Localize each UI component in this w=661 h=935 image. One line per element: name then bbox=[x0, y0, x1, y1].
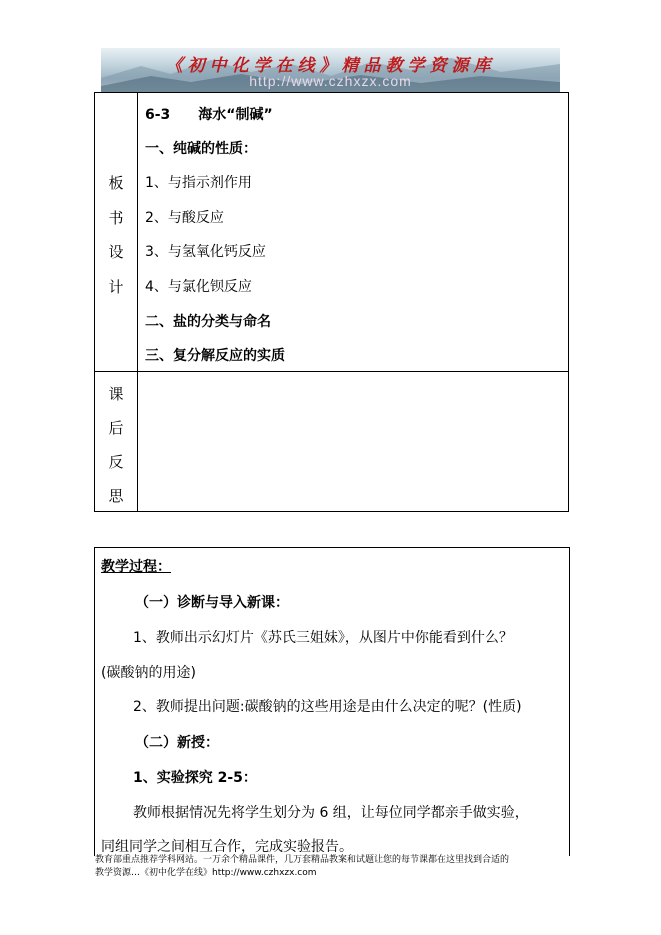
footer-line: 教育部重点推荐学科网站。一万余个精品课件，几万套精品教案和试题让您的每节课都在这里找到合适的 bbox=[95, 855, 510, 865]
board-section-heading: 三、复分解反应的实质 bbox=[145, 348, 285, 364]
teaching-process-box bbox=[94, 547, 570, 856]
board-label-char: 板 bbox=[108, 174, 124, 192]
board-section-heading: 二、盐的分类与命名 bbox=[145, 314, 271, 330]
board-label-char: 计 bbox=[108, 278, 124, 296]
board-label-char: 书 bbox=[108, 209, 124, 227]
board-item: 1、与指示剂作用 bbox=[145, 175, 252, 191]
process-subheading: 1、实验探究 2-5： bbox=[133, 770, 257, 786]
reflection-label-char: 反 bbox=[108, 453, 124, 471]
board-section-heading: 一、纯碱的性质： bbox=[145, 141, 257, 157]
row-divider bbox=[95, 371, 568, 372]
reflection-label-char: 课 bbox=[108, 385, 124, 403]
board-item: 3、与氢氧化钙反应 bbox=[145, 244, 266, 260]
process-section-heading: （二）新授： bbox=[135, 735, 219, 751]
board-design-table bbox=[94, 92, 569, 512]
reflection-label-char: 后 bbox=[108, 419, 124, 437]
process-paragraph: 同组同学之间相互合作，完成实验报告。 bbox=[101, 839, 353, 855]
process-heading: 教学过程： bbox=[101, 559, 171, 575]
process-paragraph: (碳酸钠的用途) bbox=[101, 665, 196, 681]
page-footer bbox=[95, 854, 565, 880]
reflection-label-char: 思 bbox=[108, 487, 124, 505]
banner-title: 《初中化学在线》精品教学资源库 bbox=[165, 56, 496, 76]
footer-line: 教学资源…《初中化学在线》http://www.czhxzx.com bbox=[95, 868, 317, 878]
banner-url[interactable]: http://www.czhxzx.com bbox=[249, 73, 412, 89]
process-paragraph: 1、教师出示幻灯片《苏氏三姐妹》，从图片中你能看到什么？ bbox=[133, 630, 513, 646]
board-label-char: 设 bbox=[108, 243, 124, 261]
process-section-heading: （一）诊断与导入新课： bbox=[135, 595, 289, 611]
process-paragraph: 教师根据情况先将学生划分为 6 组，让每位同学都亲手做实验， bbox=[133, 805, 529, 821]
site-banner bbox=[101, 48, 560, 92]
process-paragraph: 2、教师提出问题:碳酸钠的这些用途是由什么决定的呢？(性质) bbox=[133, 699, 522, 715]
board-item: 4、与氯化钡反应 bbox=[145, 279, 252, 295]
lesson-title: 6-3 海水“制碱” bbox=[145, 107, 273, 123]
column-divider bbox=[137, 93, 138, 511]
board-item: 2、与酸反应 bbox=[145, 210, 224, 226]
